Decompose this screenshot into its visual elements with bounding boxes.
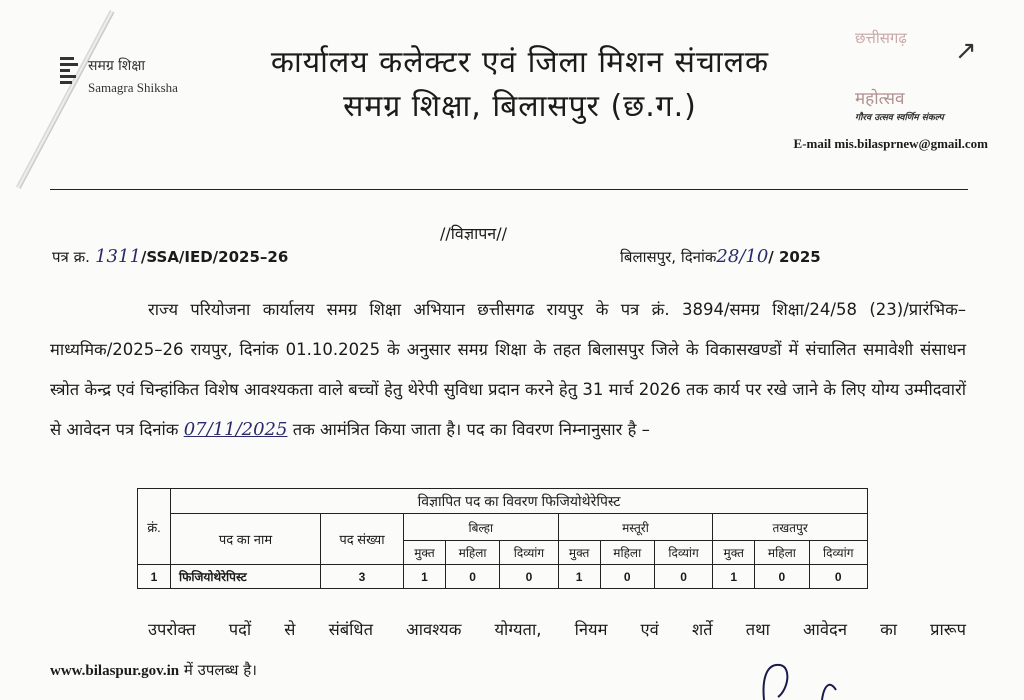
letter-date [620,246,821,267]
subcol-mukt: मुक्त [713,541,755,565]
cell-post: फिजियोथेरेपिस्ट [171,565,321,589]
cell-value: 0 [500,565,558,589]
website-line [50,660,257,680]
vacancy-table [137,488,868,589]
body-text-end: तक आमंत्रित किया जाता है। पद का विवरण निम्नानुसार है – [292,420,650,439]
office-subtitle: समग्र शिक्षा, बिलासपुर (छ.ग.) [343,89,697,124]
logo-right-middle: महोत्सव [855,89,905,109]
cell-sno: 1 [138,565,171,589]
block-bilha: बिल्हा [404,514,559,541]
subcol-mukt: मुक्त [404,541,446,565]
logo-english-text: Samagra Shiksha [88,80,178,95]
subcol-divyang: दिव्यांग [809,541,867,565]
cell-value: 1 [713,565,755,589]
ref-number-handwritten: 1311 [95,246,141,267]
email-address: E-mail mis.bilasprnew@gmail.com [793,136,988,151]
cell-value: 0 [755,565,809,589]
ref-suffix: /SSA/IED/2025–26 [140,248,289,266]
block-takhatpur: तखतपुर [713,514,868,541]
closing-text [50,617,966,640]
closing-sentence: उपरोक्त पदों से संबंधित आवश्यक योग्यता, नियम एवं शर्ते तथा आवेदन का प्रारूप [148,620,966,639]
signature [752,655,852,700]
ref-prefix: पत्र क्र. [52,248,90,266]
cell-value: 0 [654,565,712,589]
logo-right-tagline: गौरव उत्सव स्वर्णिम संकल्प [855,113,944,123]
subcol-mahila: महिला [445,541,499,565]
subcol-mahila: महिला [755,541,809,565]
cell-value: 1 [404,565,446,589]
header-divider [50,189,968,190]
cell-value: 1 [558,565,600,589]
col-count-header: पद संख्या [321,514,404,565]
arrow-icon: ↗ [955,36,977,66]
website-link[interactable]: www.bilaspur.gov.in [50,663,180,679]
subcol-divyang: दिव्यांग [654,541,712,565]
office-title: कार्यालय कलेक्टर एवं जिला मिशन संचालक [270,45,770,80]
logo-right-top: छत्तीसगढ़ [855,29,907,47]
notice-heading: //विज्ञापन// [440,224,507,243]
notice-body [50,290,966,450]
cell-value: 0 [445,565,499,589]
body-text: राज्य परियोजना कार्यालय समग्र शिक्षा अभियान छत्तीसगढ रायपुर के पत्र क्रं. 3894/समग्र शिक्षा/24/58 (23)/प्रारंभिक–माध्यमिक/2025–26 रायपुर, दिनांक 01.10.2025 के अनुसार समग्र शिक्षा के तहत बिलासपुर जिले के विकासखण्डों में संचालित समावेशी संसाधन स्त्रोत केन्द्र एवं चिन्हांकित विशेष आवश्यकता वाले बच्चों हेतु थेरेपी सुविधा प्रदान करने हेतु 31 मार्च 2026 तक कार्य पर रखे जाने के लिए योग्य उम्मीदवारों से आवेदन पत्र दिनांक [50,300,966,439]
block-masturi: मस्तूरी [558,514,713,541]
cell-value: 0 [600,565,654,589]
date-suffix: / 2025 [768,248,821,266]
col-post-header: पद का नाम [171,514,321,565]
website-suffix: में उपलब्ध है। [183,661,257,679]
last-date-handwritten: 07/11/2025 [183,419,288,440]
date-prefix: बिलासपुर, दिनांक [620,248,717,266]
subcol-mukt: मुक्त [558,541,600,565]
reference-number [52,246,288,267]
table-row [138,565,868,589]
subcol-divyang: दिव्यांग [500,541,558,565]
date-handwritten: 28/10 [716,246,769,267]
table-title: विज्ञापित पद का विवरण फिजियोथेरेपिस्ट [171,489,868,514]
col-sno-header: क्रं. [138,489,171,565]
cell-count: 3 [321,565,404,589]
logo-hindi-text: समग्र शिक्षा [88,58,145,74]
cell-value: 0 [809,565,867,589]
subcol-mahila: महिला [600,541,654,565]
chhattisgarh-mahotsav-logo [855,28,995,128]
